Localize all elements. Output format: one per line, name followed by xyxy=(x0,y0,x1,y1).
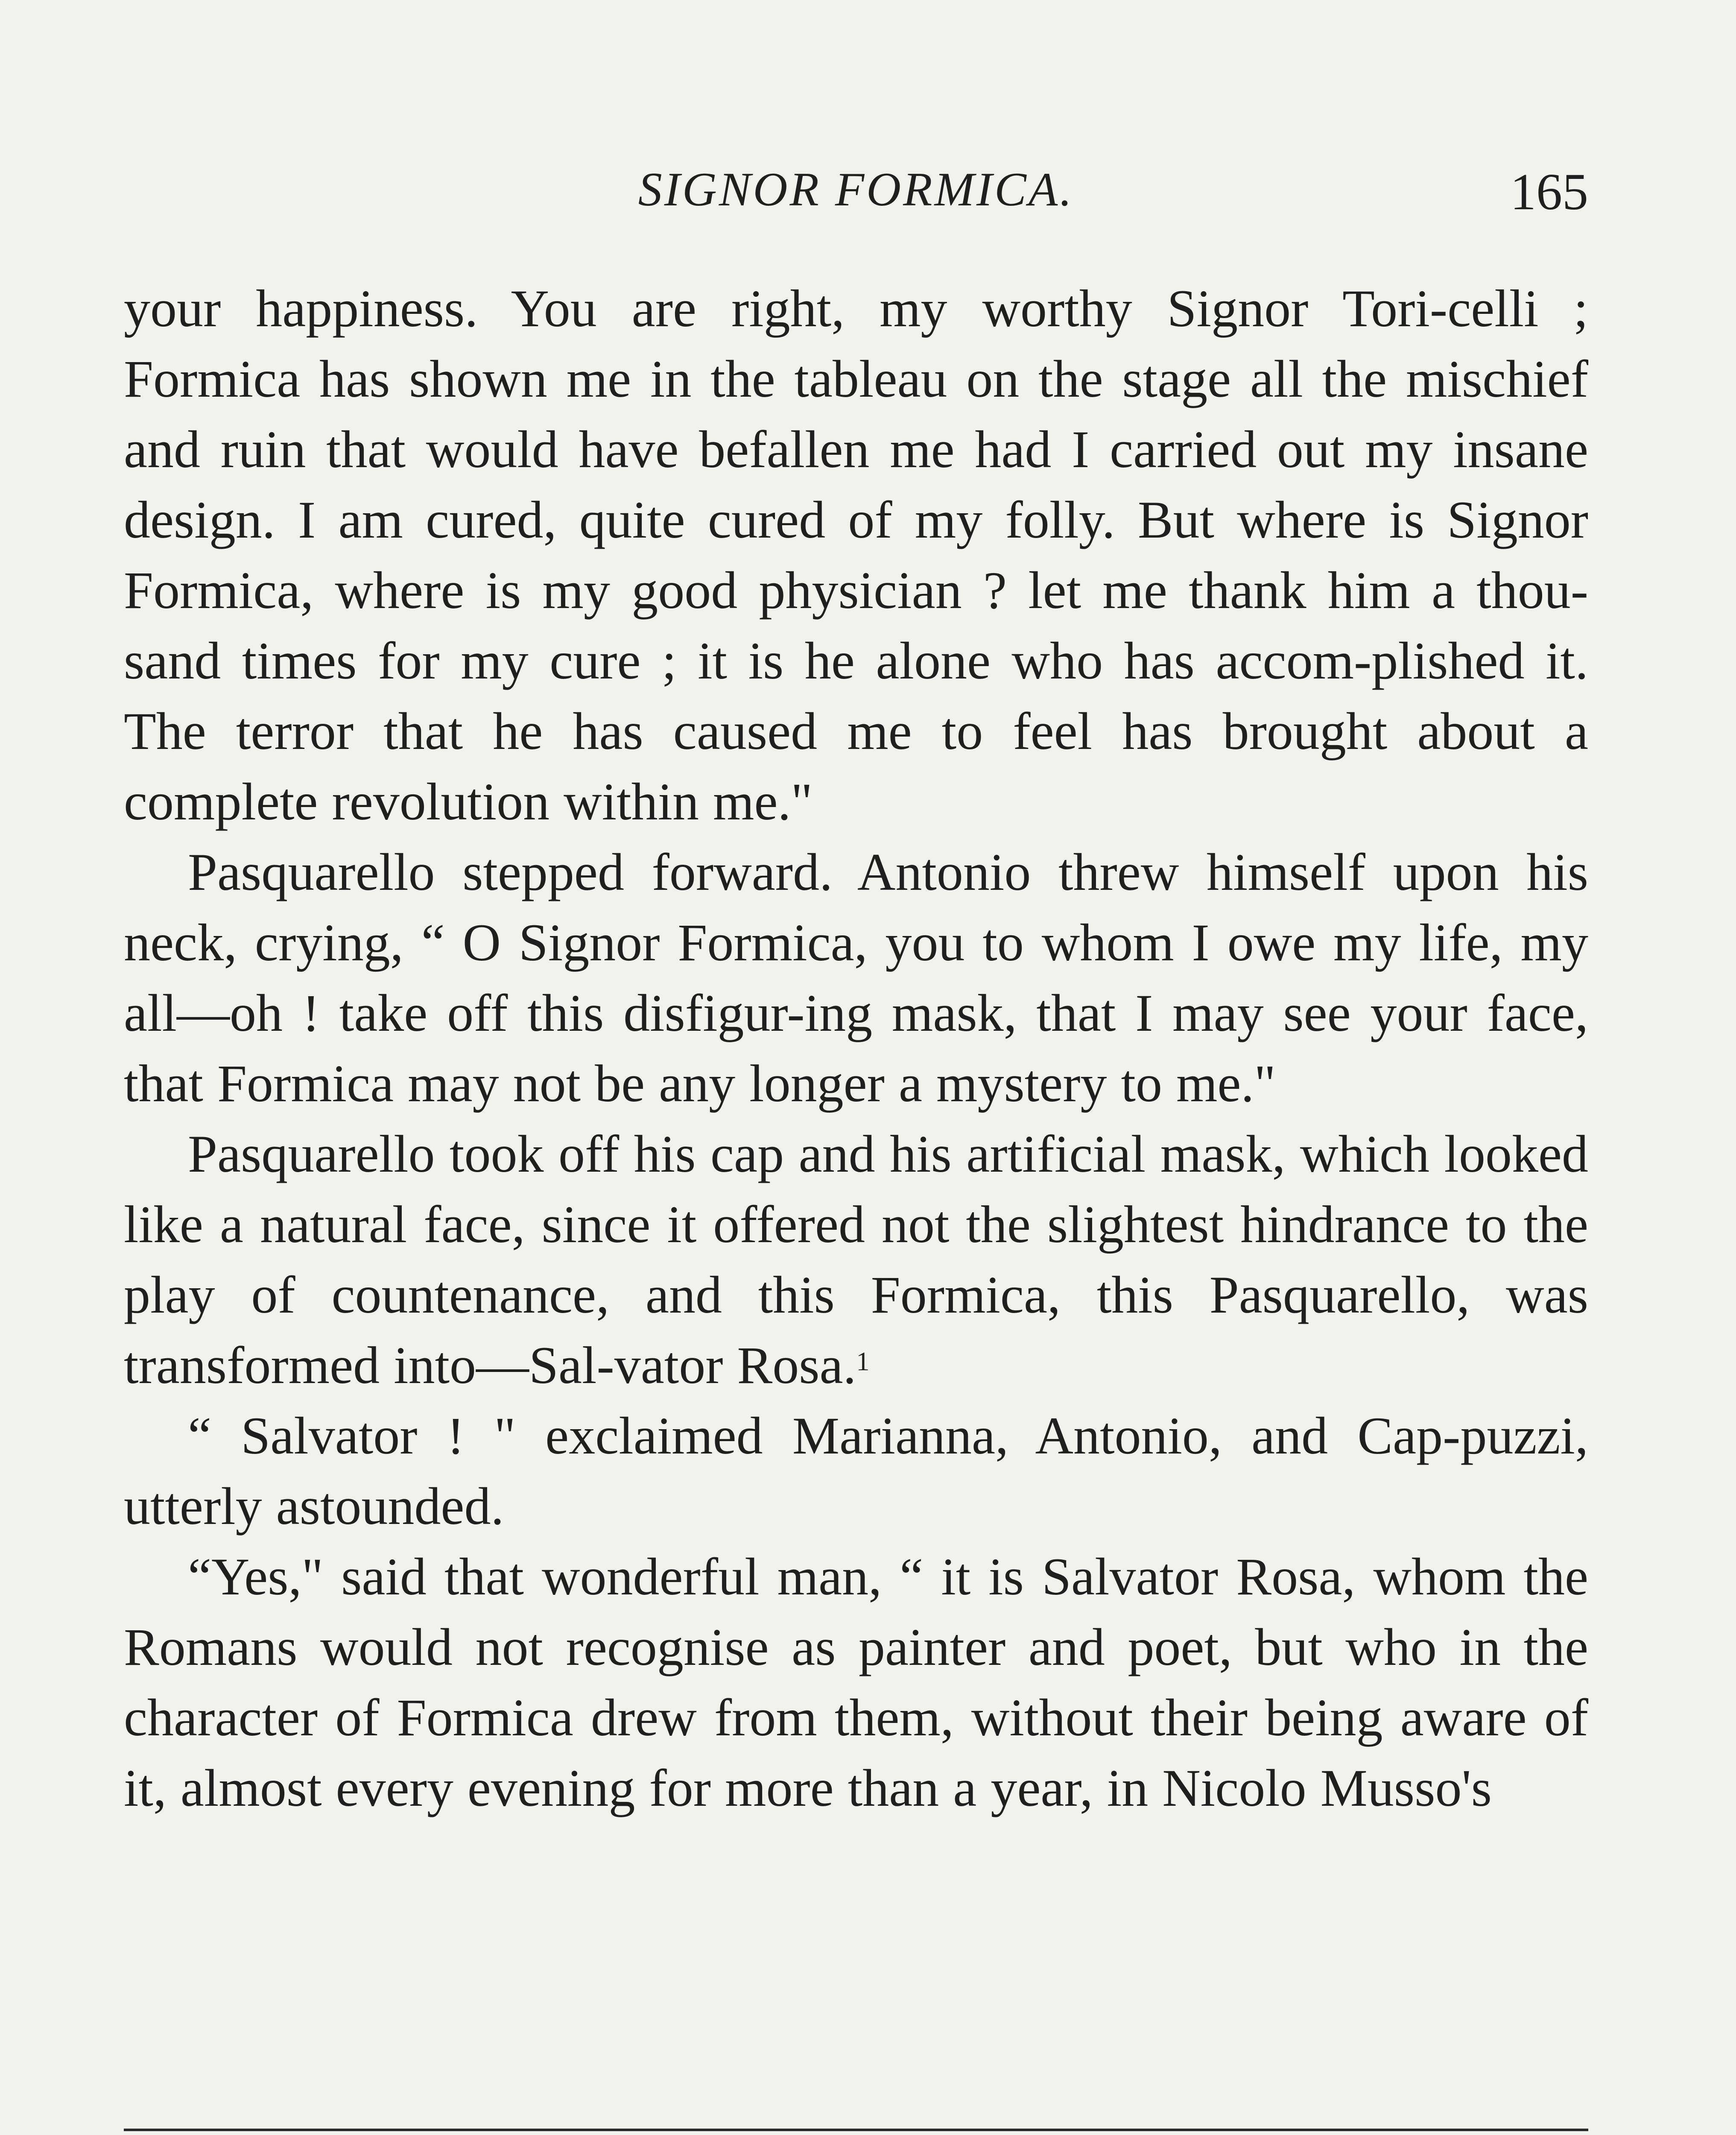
paragraph-2: Pasquarello stepped forward. Antonio threw himself upon his neck, crying, “ O Signor Formica, you to whom I owe my life, my all—oh ! take off this disfigur-ing mask, that I may see your face, that Formica may not be any longer a mystery to me." xyxy=(124,843,1588,1113)
page-number: 165 xyxy=(1510,163,1588,221)
paragraph-1: your happiness. You are right, my worthy Signor Tori-celli ; Formica has shown me in the tableau on the stage all the mischief and ruin that would have befallen me had I carried out my insane design. I am cured, quite cured of my folly. But where is Signor Formica, where is my good physician ? let me thank him a thou-sand times for my cure ; it is he alone who has accom-plished it. The terror that he has caused me to feel has brought about a complete revolution within me." xyxy=(124,279,1588,831)
paragraph-4: “ Salvator ! " exclaimed Marianna, Antonio, and Cap-puzzi, utterly astounded. xyxy=(124,1407,1588,1535)
body-text xyxy=(124,273,1588,1823)
running-title: SIGNOR FORMICA. xyxy=(638,163,1074,216)
paragraph-5: “Yes," said that wonderful man, “ it is Salvator Rosa, whom the Romans would not recognise as painter and poet, but who in the character of Formica drew from them, without their being aware of it, almost every evening for more than a year, in Nicolo Musso's xyxy=(124,1547,1588,1817)
paragraph-3 xyxy=(124,1119,1588,1401)
page-header xyxy=(124,162,1588,235)
footnote-reference: 1 xyxy=(856,1347,870,1376)
paragraph-3-text: Pasquarello took off his cap and his artificial mask, which looked like a natural face, since it offered not the slightest hindrance to the play of countenance, and this Formica, this Pasquarello, was transformed into—Sal-vator Rosa. xyxy=(124,1125,1588,1395)
footnote-divider xyxy=(124,2129,1588,2131)
